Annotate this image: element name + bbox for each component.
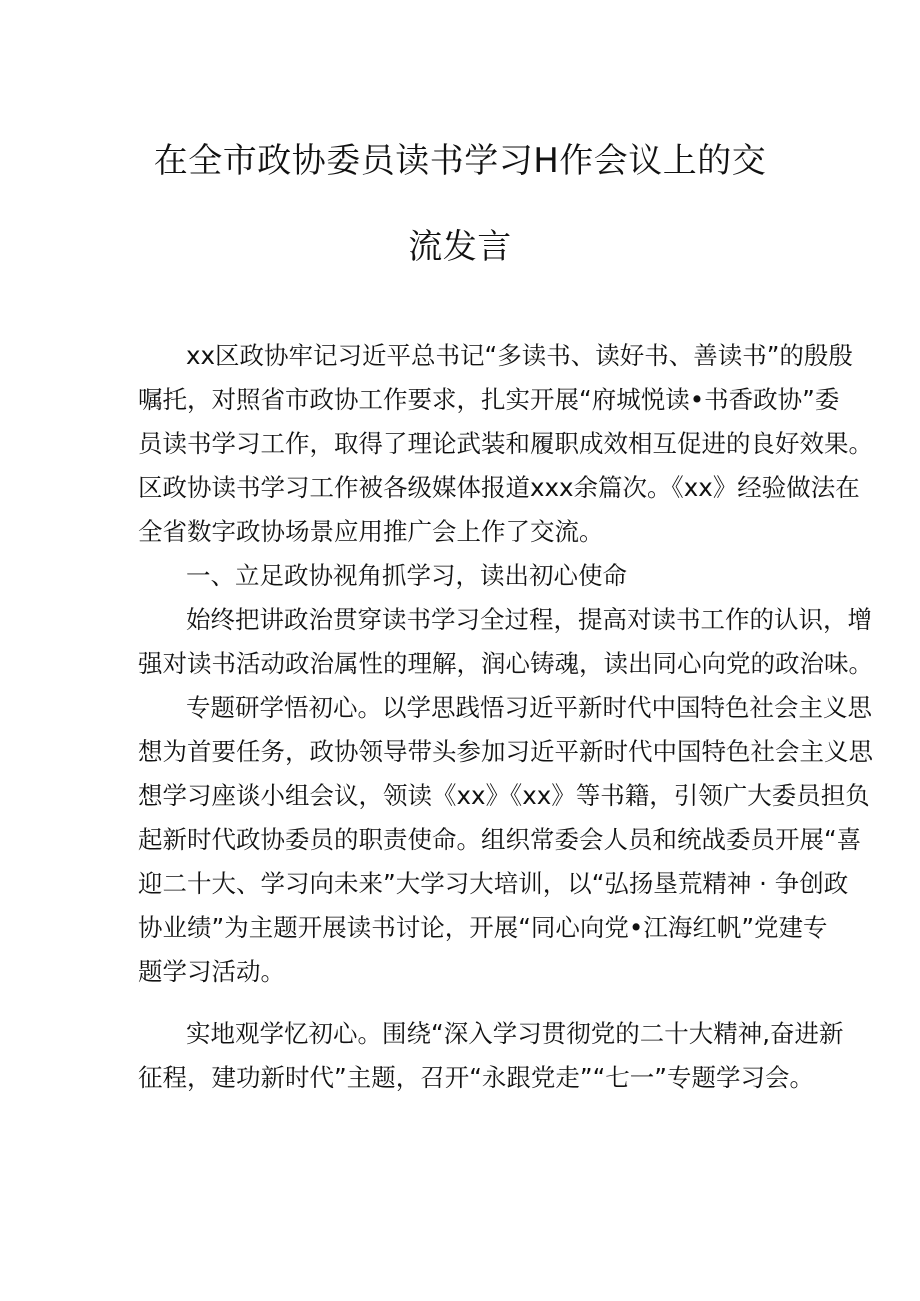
subsection-paragraph-line: 协业绩”为主题开展读书讨论，开展“同心向党•江海红帆”党建专 bbox=[138, 913, 828, 942]
document-title-line-2: 流发言 bbox=[408, 227, 512, 267]
subsection-paragraph-line: 想学习座谈小组会议，领读《xx》《xx》等书籍，引领广大委员担负 bbox=[138, 781, 870, 810]
subsection-paragraph-line: 起新时代政协委员的职责使命。组织常委会人员和统战委员开展“喜 bbox=[138, 825, 862, 854]
section-paragraph-line: 始终把讲政治贯穿读书学习全过程，提高对读书工作的认识，增 bbox=[186, 605, 872, 634]
tail-paragraph-line: 征程，建功新时代”主题，召开“永跟党走”“七一”专题学习会。 bbox=[138, 1063, 814, 1092]
document-title-line-1: 在全市政协委员读书学习H作会议上的交 bbox=[153, 141, 767, 181]
intro-paragraph-line: 员读书学习工作，取得了理论武装和履职成效相互促进的良好效果。 bbox=[138, 429, 873, 458]
intro-paragraph-line: 嘱托，对照省市政协工作要求，扎实开展“府城悦读•书香政协”委 bbox=[138, 385, 840, 414]
intro-paragraph-line: 区政协读书学习工作被各级媒体报道xxx余篇次。《xx》经验做法在 bbox=[138, 473, 860, 502]
section-heading: 一、立足政协视角抓学习，读出初心使命 bbox=[186, 561, 627, 590]
intro-paragraph-line: xx区政协牢记习近平总书记“多读书、读好书、善读书”的殷殷 bbox=[186, 341, 853, 370]
section-paragraph-line: 强对读书活动政治属性的理解，润心铸魂，读出同心向党的政治味。 bbox=[138, 649, 873, 678]
subsection-paragraph-line: 想为首要任务，政协领导带头参加习近平新时代中国特色社会主义思 bbox=[138, 737, 873, 766]
intro-paragraph-line: 全省数字政协场景应用推广会上作了交流。 bbox=[138, 517, 604, 546]
document-body-continued bbox=[138, 1012, 844, 1100]
subsection-paragraph-line: 专题研学悟初心。以学思践悟习近平新时代中国特色社会主义思 bbox=[186, 693, 872, 722]
subsection-paragraph-line: 题学习活动。 bbox=[138, 957, 285, 986]
subsection-paragraph-line: 迎二十大、学习向未来”大学习大培训，以“弘扬垦荒精神 · 争创政 bbox=[138, 869, 849, 898]
tail-paragraph-line: 实地观学忆初心。围绕“深入学习贯彻党的二十大精神,奋进新 bbox=[186, 1019, 844, 1048]
document-body bbox=[138, 334, 873, 994]
